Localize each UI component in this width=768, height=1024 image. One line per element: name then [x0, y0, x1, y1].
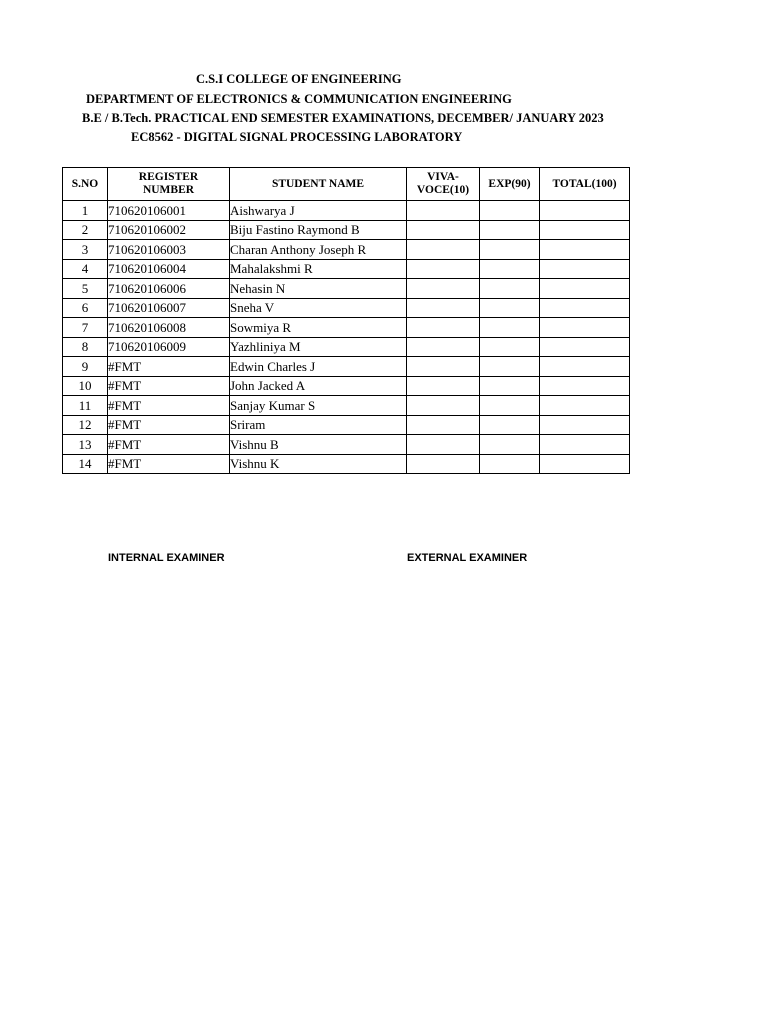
cell-total [540, 454, 630, 474]
subject-title: EC8562 - DIGITAL SIGNAL PROCESSING LABORATORY [131, 130, 463, 144]
cell-student-name: Sneha V [230, 298, 407, 318]
cell-exp [480, 337, 540, 357]
table-row [63, 435, 630, 455]
cell-exp [480, 415, 540, 435]
cell-register-number: #FMT [108, 435, 230, 455]
cell-exp [480, 454, 540, 474]
cell-sno: 12 [63, 415, 108, 435]
table-header-row [63, 168, 630, 201]
cell-exp [480, 279, 540, 299]
cell-total [540, 259, 630, 279]
col-header-viva-line1: VIVA- [427, 171, 459, 183]
cell-viva-voce [407, 240, 480, 260]
cell-student-name: Sowmiya R [230, 318, 407, 338]
col-header-register-line2: NUMBER [142, 184, 195, 196]
cell-register-number: #FMT [108, 396, 230, 416]
table-row [63, 279, 630, 299]
cell-viva-voce [407, 376, 480, 396]
cell-viva-voce [407, 318, 480, 338]
table-row [63, 318, 630, 338]
internal-examiner-label: INTERNAL EXAMINER [108, 552, 225, 564]
cell-register-number: 710620106002 [108, 220, 230, 240]
cell-total [540, 220, 630, 240]
cell-viva-voce [407, 220, 480, 240]
cell-total [540, 376, 630, 396]
cell-viva-voce [407, 259, 480, 279]
cell-exp [480, 220, 540, 240]
table-row [63, 201, 630, 221]
cell-student-name: Biju Fastino Raymond B [230, 220, 407, 240]
cell-total [540, 415, 630, 435]
col-header-exp: EXP(90) [480, 168, 540, 201]
table-row [63, 298, 630, 318]
col-header-viva-voce [407, 168, 480, 201]
cell-sno: 14 [63, 454, 108, 474]
cell-viva-voce [407, 415, 480, 435]
table-row [63, 415, 630, 435]
cell-register-number: 710620106008 [108, 318, 230, 338]
table-row [63, 337, 630, 357]
department-title: DEPARTMENT OF ELECTRONICS & COMMUNICATION ENGINEERING [86, 92, 512, 106]
table-row [63, 220, 630, 240]
col-header-student-name: STUDENT NAME [230, 168, 407, 201]
cell-exp [480, 396, 540, 416]
cell-student-name: Sanjay Kumar S [230, 396, 407, 416]
cell-sno: 4 [63, 259, 108, 279]
cell-student-name: Aishwarya J [230, 201, 407, 221]
cell-exp [480, 376, 540, 396]
col-header-register-line1: REGISTER [138, 171, 199, 183]
table-row [63, 396, 630, 416]
cell-total [540, 201, 630, 221]
cell-exp [480, 318, 540, 338]
cell-viva-voce [407, 298, 480, 318]
cell-student-name: Sriram [230, 415, 407, 435]
cell-sno: 2 [63, 220, 108, 240]
cell-register-number: 710620106003 [108, 240, 230, 260]
cell-sno: 9 [63, 357, 108, 377]
cell-sno: 1 [63, 201, 108, 221]
col-header-viva-line2: VOCE(10) [416, 184, 470, 196]
external-examiner-label: EXTERNAL EXAMINER [407, 552, 528, 564]
cell-sno: 11 [63, 396, 108, 416]
cell-sno: 3 [63, 240, 108, 260]
marks-table [62, 167, 630, 474]
cell-student-name: Yazhliniya M [230, 337, 407, 357]
cell-viva-voce [407, 454, 480, 474]
cell-register-number: #FMT [108, 454, 230, 474]
cell-total [540, 298, 630, 318]
cell-register-number: 710620106004 [108, 259, 230, 279]
cell-exp [480, 298, 540, 318]
table-row [63, 357, 630, 377]
table-row [63, 454, 630, 474]
cell-register-number: #FMT [108, 376, 230, 396]
cell-total [540, 279, 630, 299]
cell-viva-voce [407, 201, 480, 221]
col-header-total: TOTAL(100) [540, 168, 630, 201]
cell-sno: 10 [63, 376, 108, 396]
cell-exp [480, 201, 540, 221]
cell-student-name: Vishnu K [230, 454, 407, 474]
cell-exp [480, 259, 540, 279]
col-header-register-number [108, 168, 230, 201]
cell-exp [480, 435, 540, 455]
cell-register-number: #FMT [108, 357, 230, 377]
cell-student-name: Nehasin N [230, 279, 407, 299]
cell-sno: 5 [63, 279, 108, 299]
cell-student-name: John Jacked A [230, 376, 407, 396]
cell-student-name: Mahalakshmi R [230, 259, 407, 279]
college-name: C.S.I COLLEGE OF ENGINEERING [196, 72, 402, 86]
cell-register-number: 710620106009 [108, 337, 230, 357]
col-header-sno: S.NO [63, 168, 108, 201]
cell-register-number: 710620106007 [108, 298, 230, 318]
cell-total [540, 396, 630, 416]
table-row [63, 259, 630, 279]
cell-total [540, 240, 630, 260]
cell-viva-voce [407, 435, 480, 455]
cell-viva-voce [407, 396, 480, 416]
cell-total [540, 357, 630, 377]
cell-sno: 13 [63, 435, 108, 455]
exam-title: B.E / B.Tech. PRACTICAL END SEMESTER EXAMINATIONS, DECEMBER/ JANUARY 2023 [82, 111, 604, 125]
cell-sno: 8 [63, 337, 108, 357]
cell-register-number: #FMT [108, 415, 230, 435]
cell-sno: 7 [63, 318, 108, 338]
cell-total [540, 318, 630, 338]
cell-register-number: 710620106006 [108, 279, 230, 299]
cell-viva-voce [407, 279, 480, 299]
cell-total [540, 435, 630, 455]
cell-total [540, 337, 630, 357]
cell-register-number: 710620106001 [108, 201, 230, 221]
cell-viva-voce [407, 357, 480, 377]
table-row [63, 376, 630, 396]
cell-viva-voce [407, 337, 480, 357]
cell-student-name: Charan Anthony Joseph R [230, 240, 407, 260]
cell-exp [480, 357, 540, 377]
table-row [63, 240, 630, 260]
cell-student-name: Edwin Charles J [230, 357, 407, 377]
cell-student-name: Vishnu B [230, 435, 407, 455]
cell-exp [480, 240, 540, 260]
cell-sno: 6 [63, 298, 108, 318]
